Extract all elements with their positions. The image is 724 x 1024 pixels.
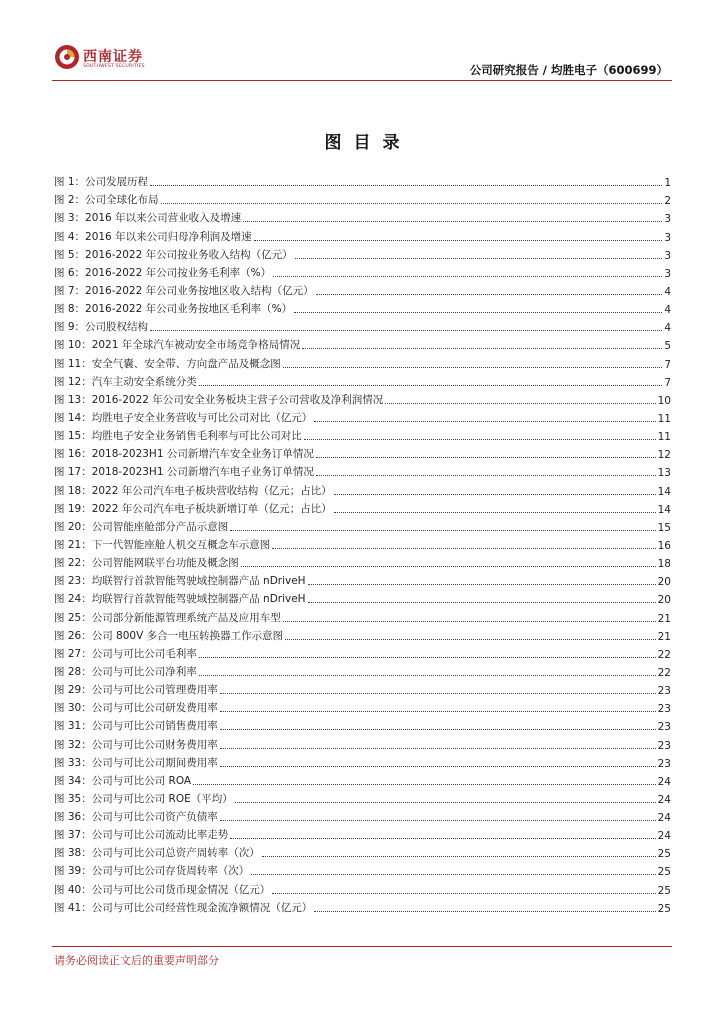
toc-entry[interactable]: [54, 570, 671, 588]
toc-leader-dots: [220, 729, 656, 730]
toc-entry-label: 图 9：公司股权结构: [54, 321, 149, 334]
toc-entry-label: 图 38：公司与可比公司总资产周转率（次）: [54, 847, 260, 860]
toc-entry-page: 5: [664, 340, 671, 353]
toc-entry[interactable]: [54, 425, 671, 443]
toc-entry-page: 21: [657, 612, 671, 625]
toc-entry[interactable]: [54, 860, 671, 878]
toc-leader-dots: [220, 820, 656, 821]
toc-leader-dots: [161, 203, 663, 204]
toc-entry-page: 14: [657, 485, 671, 498]
toc-entry-page: 25: [657, 902, 671, 915]
toc-entry-label: 图 21：下一代智能座舱人机交互概念车示意图: [54, 538, 271, 551]
toc-entry-page: 24: [657, 812, 671, 825]
toc-entry-label: 图 22：公司智能网联平台功能及概念图: [54, 557, 239, 570]
toc-leader-dots: [272, 893, 655, 894]
toc-entry-label: 图 39：公司与可比公司存货周转率（次）: [54, 865, 250, 878]
toc-entry-page: 24: [657, 830, 671, 843]
toc-entry[interactable]: [54, 479, 671, 497]
toc-entry-page: 23: [657, 703, 671, 716]
toc-entry[interactable]: [54, 715, 671, 733]
toc-entry-page: 18: [657, 558, 671, 571]
toc-entry[interactable]: [54, 552, 671, 570]
toc-entry-page: 24: [657, 775, 671, 788]
toc-entry-page: 11: [657, 412, 671, 425]
toc-entry-page: 23: [657, 739, 671, 752]
toc-entry-label: 图 23：均联智行首款智能驾驶域控制器产品 nDriveH: [54, 575, 306, 588]
toc-entry-label: 图 28：公司与可比公司净利率: [54, 665, 197, 678]
toc-leader-dots: [273, 276, 662, 277]
toc-entry-label: 图 32：公司与可比公司财务费用率: [54, 738, 218, 751]
toc-entry-page: 25: [657, 848, 671, 861]
toc-entry[interactable]: [54, 697, 671, 715]
toc-entry[interactable]: [54, 171, 671, 189]
toc-entry-page: 13: [657, 467, 671, 480]
toc-entry-label: 图 34：公司与可比公司 ROA: [54, 774, 192, 787]
toc-entry-label: 图 33：公司与可比公司期间费用率: [54, 756, 218, 769]
toc-entry-label: 图 19：2022 年公司汽车电子板块新增订单（亿元；占比）: [54, 502, 332, 515]
toc-entry-label: 图 20：公司智能座舱部分产品示意图: [54, 520, 229, 533]
header-divider: [52, 80, 672, 81]
toc-entry-page: 24: [657, 793, 671, 806]
toc-leader-dots: [334, 512, 656, 513]
toc-entry[interactable]: [54, 334, 671, 352]
toc-entry-page: 3: [664, 267, 671, 280]
toc-entry-label: 图 40：公司与可比公司货币现金情况（亿元）: [54, 883, 271, 896]
toc-leader-dots: [199, 657, 656, 658]
toc-leader-dots: [314, 911, 655, 912]
toc-leader-dots: [193, 784, 656, 785]
toc-entry[interactable]: [54, 389, 671, 407]
toc-entry-label: 图 27：公司与可比公司毛利率: [54, 647, 197, 660]
toc-leader-dots: [294, 312, 662, 313]
toc-entry[interactable]: [54, 643, 671, 661]
toc-entry-page: 16: [657, 539, 671, 552]
toc-entry-label: 图 4：2016 年以来公司归母净利润及增速: [54, 230, 252, 243]
toc-entry-page: 4: [664, 322, 671, 335]
toc-entry[interactable]: [54, 498, 671, 516]
toc-entry-label: 图 1：公司发展历程: [54, 176, 149, 189]
toc-entry-page: 3: [664, 231, 671, 244]
toc-entry-page: 12: [657, 449, 671, 462]
toc-leader-dots: [235, 802, 656, 803]
toc-entry-label: 图 5：2016-2022 年公司按业务收入结构（亿元）: [54, 248, 293, 261]
toc-entry-label: 图 31：公司与可比公司销售费用率: [54, 720, 218, 733]
toc-leader-dots: [385, 403, 655, 404]
toc-entry-label: 图 36：公司与可比公司资产负债率: [54, 811, 218, 824]
toc-entry-label: 图 17：2018-2023H1 公司新增汽车电子业务订单情况: [54, 466, 314, 479]
toc-entry[interactable]: [54, 679, 671, 697]
toc-entry-label: 图 24：均联智行首款智能驾驶域控制器产品 nDriveH: [54, 593, 306, 606]
toc-entry-label: 图 29：公司与可比公司管理费用率: [54, 684, 218, 697]
toc-entry-page: 23: [657, 685, 671, 698]
toc-entry-page: 22: [657, 666, 671, 679]
page-title: 图目录: [324, 133, 412, 153]
toc-leader-dots: [302, 348, 662, 349]
toc-entry[interactable]: [54, 897, 671, 915]
toc-leader-dots: [308, 602, 656, 603]
toc-entry-page: 23: [657, 757, 671, 770]
toc-entry-page: 22: [657, 648, 671, 661]
toc-leader-dots: [220, 748, 656, 749]
toc-entry-label: 图 16：2018-2023H1 公司新增汽车安全业务订单情况: [54, 448, 314, 461]
toc-leader-dots: [150, 185, 662, 186]
toc-entry-label: 图 37：公司与可比公司流动比率走势: [54, 829, 229, 842]
toc-entry[interactable]: [54, 371, 671, 389]
toc-entry-label: 图 8：2016-2022 年公司业务按地区毛利率（%）: [54, 303, 293, 316]
toc-entry-page: 4: [664, 285, 671, 298]
toc-leader-dots: [262, 856, 656, 857]
toc-entry-page: 7: [664, 376, 671, 389]
footer-divider: [52, 946, 672, 947]
toc-entry[interactable]: [54, 752, 671, 770]
toc-entry-page: 4: [664, 304, 671, 317]
toc-entry-page: 1: [664, 177, 671, 190]
toc-leader-dots: [314, 421, 655, 422]
toc-entry[interactable]: [54, 298, 671, 316]
toc-entry[interactable]: [54, 842, 671, 860]
toc-leader-dots: [308, 584, 656, 585]
logo-name-en: SOUTHWEST SECURITIES: [83, 64, 145, 69]
toc-entry-page: 3: [664, 213, 671, 226]
toc-leader-dots: [285, 639, 656, 640]
toc-leader-dots: [230, 530, 655, 531]
toc-entry[interactable]: [54, 244, 671, 262]
toc-entry-label: 图 25：公司部分新能源管理系统产品及应用车型: [54, 611, 281, 624]
toc-leader-dots: [220, 693, 656, 694]
toc-entry-page: 21: [657, 630, 671, 643]
toc-entry-label: 图 12：汽车主动安全系统分类: [54, 375, 197, 388]
company-logo: [54, 44, 150, 74]
toc-entry-label: 图 41：公司与可比公司经营性现金流净额情况（亿元）: [54, 901, 313, 914]
toc-leader-dots: [304, 439, 656, 440]
toc-entry-label: 图 15：均胜电子安全业务销售毛利率与可比公司对比: [54, 430, 302, 443]
toc-entry-page: 14: [657, 503, 671, 516]
toc-entry-page: 25: [657, 866, 671, 879]
toc-entry-label: 图 3：2016 年以来公司营业收入及增速: [54, 212, 242, 225]
toc-leader-dots: [220, 766, 656, 767]
toc-entry-page: 7: [664, 358, 671, 371]
toc-entry-page: 25: [657, 884, 671, 897]
toc-entry[interactable]: [54, 733, 671, 751]
toc-entry[interactable]: [54, 588, 671, 606]
toc-leader-dots: [283, 621, 656, 622]
toc-entry-label: 图 10：2021 年全球汽车被动安全市场竞争格局情况: [54, 339, 301, 352]
logo-mark-icon: [54, 44, 80, 70]
toc-entry-page: 10: [657, 394, 671, 407]
table-of-figures: [54, 171, 671, 915]
toc-entry-label: 图 35：公司与可比公司 ROE（平均）: [54, 792, 233, 805]
toc-entry-label: 图 6：2016-2022 年公司按业务毛利率（%）: [54, 266, 272, 279]
toc-leader-dots: [316, 294, 663, 295]
toc-entry-label: 图 26：公司 800V 多合一电压转换器工作示意图: [54, 629, 284, 642]
toc-entry[interactable]: [54, 189, 671, 207]
toc-entry[interactable]: [54, 225, 671, 243]
toc-entry-page: 20: [657, 576, 671, 589]
toc-entry[interactable]: [54, 878, 671, 896]
toc-entry[interactable]: [54, 806, 671, 824]
toc-entry[interactable]: [54, 207, 671, 225]
toc-entry-label: 图 30：公司与可比公司研发费用率: [54, 702, 218, 715]
logo-name-cn: 西南证券: [83, 49, 143, 65]
toc-entry[interactable]: [54, 625, 671, 643]
toc-leader-dots: [254, 240, 663, 241]
toc-entry[interactable]: [54, 407, 671, 425]
toc-leader-dots: [150, 330, 662, 331]
toc-leader-dots: [199, 385, 663, 386]
toc-entry[interactable]: [54, 770, 671, 788]
toc-leader-dots: [251, 874, 655, 875]
toc-entry[interactable]: [54, 788, 671, 806]
toc-entry-page: 15: [657, 521, 671, 534]
report-header: 公司研究报告 / 均胜电子（600699）: [469, 63, 668, 77]
toc-entry-label: 图 13：2016-2022 年公司安全业务板块主营子公司营收及净利润情况: [54, 393, 384, 406]
toc-leader-dots: [283, 367, 663, 368]
toc-entry-label: 图 2：公司全球化布局: [54, 194, 159, 207]
toc-leader-dots: [272, 548, 655, 549]
toc-entry[interactable]: [54, 280, 671, 298]
toc-entry[interactable]: [54, 534, 671, 552]
toc-leader-dots: [243, 221, 662, 222]
toc-entry-label: 图 14：均胜电子安全业务营收与可比公司对比（亿元）: [54, 411, 313, 424]
toc-leader-dots: [241, 566, 656, 567]
toc-entry[interactable]: [54, 262, 671, 280]
toc-leader-dots: [334, 494, 656, 495]
toc-entry[interactable]: [54, 824, 671, 842]
toc-entry[interactable]: [54, 516, 671, 534]
toc-leader-dots: [230, 838, 655, 839]
toc-entry[interactable]: [54, 352, 671, 370]
toc-entry[interactable]: [54, 316, 671, 334]
toc-entry-label: 图 7：2016-2022 年公司业务按地区收入结构（亿元）: [54, 284, 314, 297]
toc-entry[interactable]: [54, 461, 671, 479]
toc-leader-dots: [295, 258, 663, 259]
toc-entry-page: 20: [657, 594, 671, 607]
toc-leader-dots: [316, 475, 656, 476]
toc-entry[interactable]: [54, 661, 671, 679]
toc-entry-label: 图 18：2022 年公司汽车电子板块营收结构（亿元；占比）: [54, 484, 332, 497]
toc-entry-page: 11: [657, 431, 671, 444]
toc-entry-page: 23: [657, 721, 671, 734]
toc-leader-dots: [199, 675, 656, 676]
toc-entry-page: 2: [664, 195, 671, 208]
toc-entry-label: 图 11：安全气囊、安全带、方向盘产品及概念图: [54, 357, 281, 370]
toc-leader-dots: [220, 711, 656, 712]
toc-entry[interactable]: [54, 443, 671, 461]
toc-leader-dots: [316, 457, 656, 458]
toc-entry[interactable]: [54, 606, 671, 624]
footer-notice: 请务必阅读正文后的重要声明部分: [54, 954, 219, 967]
toc-entry-page: 3: [664, 249, 671, 262]
